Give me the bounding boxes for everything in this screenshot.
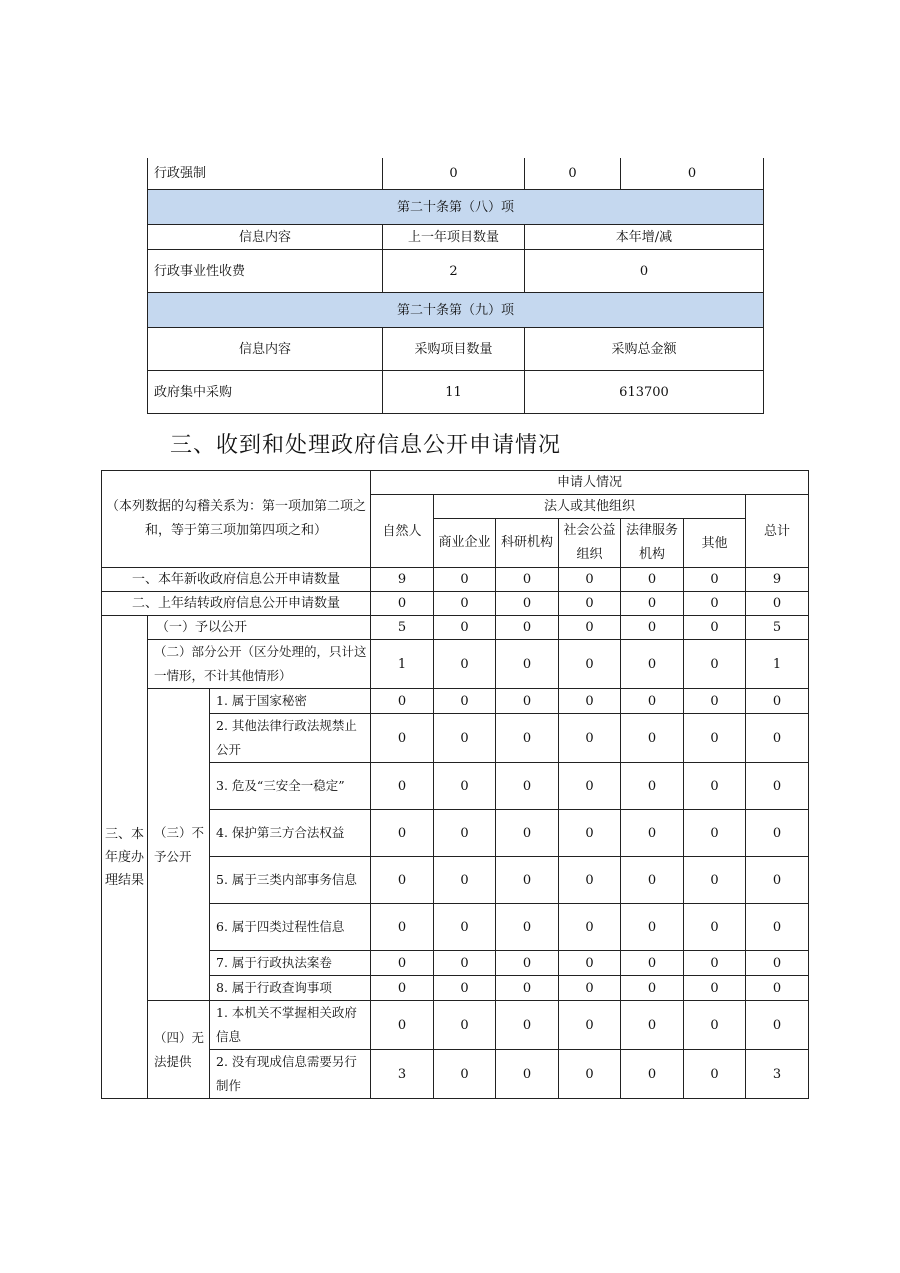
cell-value: 0 xyxy=(371,689,434,714)
table-row xyxy=(102,1001,809,1050)
row-label: 行政事业性收费 xyxy=(148,250,383,293)
cell-value: 0 xyxy=(684,640,746,689)
cell-value: 0 xyxy=(621,1050,684,1099)
cell-value: 0 xyxy=(496,810,559,857)
cell-value: 11 xyxy=(383,371,525,414)
cell-value: 0 xyxy=(559,592,621,616)
cell-value: 0 xyxy=(371,763,434,810)
cell-value: 0 xyxy=(746,951,809,976)
col-business: 商业企业 xyxy=(434,519,496,568)
section-band xyxy=(148,190,764,225)
cell-value: 0 xyxy=(684,1001,746,1050)
cell-value: 0 xyxy=(371,857,434,904)
cell-value: 0 xyxy=(559,1001,621,1050)
col-total: 总计 xyxy=(746,495,809,568)
cell-value: 0 xyxy=(746,976,809,1001)
cell-value: 0 xyxy=(746,857,809,904)
col-research: 科研机构 xyxy=(496,519,559,568)
cell-value: 0 xyxy=(434,1050,496,1099)
application-stats-table xyxy=(101,470,809,1099)
column-header: 信息内容 xyxy=(148,225,383,250)
cell-value: 0 xyxy=(621,857,684,904)
cell-value: 0 xyxy=(371,592,434,616)
row-label: 3. 危及“三安全一稳定” xyxy=(210,763,371,810)
cell-value: 0 xyxy=(559,1050,621,1099)
cell-value: 5 xyxy=(371,616,434,640)
cell-value: 0 xyxy=(684,714,746,763)
cell-value: 0 xyxy=(525,250,764,293)
group-unable-label: （四）无法提供 xyxy=(148,1001,210,1099)
cell-value: 0 xyxy=(621,592,684,616)
cell-value: 0 xyxy=(621,763,684,810)
cell-value: 0 xyxy=(746,592,809,616)
cell-value: 3 xyxy=(746,1050,809,1099)
cell-value: 9 xyxy=(371,568,434,592)
legal-and-other-header: 法人或其他组织 xyxy=(434,495,746,519)
table-row xyxy=(102,640,809,689)
cell-value: 0 xyxy=(434,976,496,1001)
row-label: （一）予以公开 xyxy=(148,616,371,640)
cell-value: 0 xyxy=(434,763,496,810)
cell-value: 0 xyxy=(559,763,621,810)
table-header-row xyxy=(148,328,764,371)
cell-value: 0 xyxy=(621,904,684,951)
cell-value: 0 xyxy=(496,763,559,810)
cell-value: 0 xyxy=(496,976,559,1001)
row-label: 政府集中采购 xyxy=(148,371,383,414)
cell-value: 0 xyxy=(496,568,559,592)
cell-value: 0 xyxy=(496,904,559,951)
cell-value: 0 xyxy=(684,857,746,904)
cell-value: 0 xyxy=(746,904,809,951)
cell-value: 0 xyxy=(684,616,746,640)
cell-value: 0 xyxy=(496,857,559,904)
cell-value: 0 xyxy=(434,616,496,640)
column-header: 上一年项目数量 xyxy=(383,225,525,250)
table-row xyxy=(102,616,809,640)
cell-value: 0 xyxy=(746,810,809,857)
column-header: 采购项目数量 xyxy=(383,328,525,371)
cell-value: 0 xyxy=(371,904,434,951)
cell-value: 0 xyxy=(434,592,496,616)
row-label: 6. 属于四类过程性信息 xyxy=(210,904,371,951)
section-title: 第二十条第（八）项 xyxy=(148,190,764,225)
table-row xyxy=(148,371,764,414)
cell-value: 0 xyxy=(371,810,434,857)
cell-value: 0 xyxy=(496,714,559,763)
group-not-public-label: （三）不予公开 xyxy=(148,689,210,1001)
cell-value: 0 xyxy=(496,1050,559,1099)
cell-value: 0 xyxy=(559,640,621,689)
cell-value: 0 xyxy=(496,689,559,714)
cell-value: 0 xyxy=(559,810,621,857)
table-row xyxy=(148,158,764,190)
table-row xyxy=(148,250,764,293)
cell-value: 0 xyxy=(559,714,621,763)
row-label: 5. 属于三类内部事务信息 xyxy=(210,857,371,904)
cell-value: 3 xyxy=(371,1050,434,1099)
cell-value: 0 xyxy=(621,689,684,714)
row-label: 2. 没有现成信息需要另行制作 xyxy=(210,1050,371,1099)
cell-value: 0 xyxy=(684,568,746,592)
cell-value: 0 xyxy=(621,1001,684,1050)
cell-value: 0 xyxy=(684,763,746,810)
cell-value: 0 xyxy=(496,592,559,616)
section-heading: 三、收到和处理政府信息公开申请情况 xyxy=(170,433,562,458)
col-social: 社会公益组织 xyxy=(559,519,621,568)
row-label: 8. 属于行政查询事项 xyxy=(210,976,371,1001)
note-cell: （本列数据的勾稽关系为：第一项加第二项之和，等于第三项加第四项之和） xyxy=(102,471,371,568)
cell-value: 0 xyxy=(621,714,684,763)
cell-value: 0 xyxy=(496,1001,559,1050)
cell-value: 0 xyxy=(559,857,621,904)
cell-value: 2 xyxy=(383,250,525,293)
table-row xyxy=(102,689,809,714)
cell-value: 0 xyxy=(496,640,559,689)
cell-value: 0 xyxy=(434,904,496,951)
cell-value: 0 xyxy=(434,568,496,592)
cell-value: 0 xyxy=(559,568,621,592)
cell-value: 0 xyxy=(621,810,684,857)
cell-value: 0 xyxy=(525,158,621,190)
cell-value: 0 xyxy=(371,714,434,763)
cell-value: 0 xyxy=(621,616,684,640)
cell-value: 0 xyxy=(621,158,764,190)
cell-value: 0 xyxy=(684,951,746,976)
cell-value: 0 xyxy=(684,592,746,616)
cell-value: 0 xyxy=(621,568,684,592)
cell-value: 0 xyxy=(434,1001,496,1050)
row-label: 行政强制 xyxy=(148,158,383,190)
column-header: 信息内容 xyxy=(148,328,383,371)
cell-value: 1 xyxy=(371,640,434,689)
cell-value: 613700 xyxy=(525,371,764,414)
table-row xyxy=(102,568,809,592)
row-label: 1. 本机关不掌握相关政府信息 xyxy=(210,1001,371,1050)
cell-value: 0 xyxy=(559,616,621,640)
cell-value: 0 xyxy=(559,951,621,976)
cell-value: 0 xyxy=(621,951,684,976)
cell-value: 0 xyxy=(434,810,496,857)
section-title: 第二十条第（九）项 xyxy=(148,293,764,328)
cell-value: 0 xyxy=(371,951,434,976)
disclosure-items-table xyxy=(147,158,764,414)
cell-value: 0 xyxy=(434,714,496,763)
cell-value: 5 xyxy=(746,616,809,640)
cell-value: 9 xyxy=(746,568,809,592)
row-label: 二、上年结转政府信息公开申请数量 xyxy=(102,592,371,616)
cell-value: 0 xyxy=(746,763,809,810)
table-header-row xyxy=(148,225,764,250)
cell-value: 0 xyxy=(383,158,525,190)
column-header: 本年增/减 xyxy=(525,225,764,250)
row-label: 一、本年新收政府信息公开申请数量 xyxy=(102,568,371,592)
section-band xyxy=(148,293,764,328)
cell-value: 0 xyxy=(496,951,559,976)
col-other: 其他 xyxy=(684,519,746,568)
cell-value: 0 xyxy=(496,616,559,640)
cell-value: 0 xyxy=(434,951,496,976)
cell-value: 0 xyxy=(559,976,621,1001)
cell-value: 0 xyxy=(684,810,746,857)
header-row-1 xyxy=(102,471,809,495)
cell-value: 0 xyxy=(371,1001,434,1050)
table-row xyxy=(102,592,809,616)
cell-value: 0 xyxy=(371,976,434,1001)
row-label: （二）部分公开（区分处理的，只计这一情形，不计其他情形） xyxy=(148,640,371,689)
cell-value: 0 xyxy=(684,904,746,951)
cell-value: 0 xyxy=(559,904,621,951)
cell-value: 0 xyxy=(746,1001,809,1050)
row-label: 1. 属于国家秘密 xyxy=(210,689,371,714)
cell-value: 0 xyxy=(621,976,684,1001)
row-label: 2. 其他法律行政法规禁止公开 xyxy=(210,714,371,763)
cell-value: 0 xyxy=(684,976,746,1001)
cell-value: 0 xyxy=(434,640,496,689)
cell-value: 0 xyxy=(559,689,621,714)
cell-value: 0 xyxy=(621,640,684,689)
cell-value: 0 xyxy=(434,857,496,904)
cell-value: 0 xyxy=(684,1050,746,1099)
cell-value: 0 xyxy=(746,714,809,763)
row-label: 7. 属于行政执法案卷 xyxy=(210,951,371,976)
row-label: 4. 保护第三方合法权益 xyxy=(210,810,371,857)
cell-value: 0 xyxy=(434,689,496,714)
column-header: 采购总金额 xyxy=(525,328,764,371)
col-legal-service: 法律服务机构 xyxy=(621,519,684,568)
cell-value: 0 xyxy=(684,689,746,714)
col-natural-person: 自然人 xyxy=(371,495,434,568)
cell-value: 1 xyxy=(746,640,809,689)
group-result-label: 三、本年度办理结果 xyxy=(102,616,148,1099)
cell-value: 0 xyxy=(746,689,809,714)
applicant-situation-header: 申请人情况 xyxy=(371,471,809,495)
